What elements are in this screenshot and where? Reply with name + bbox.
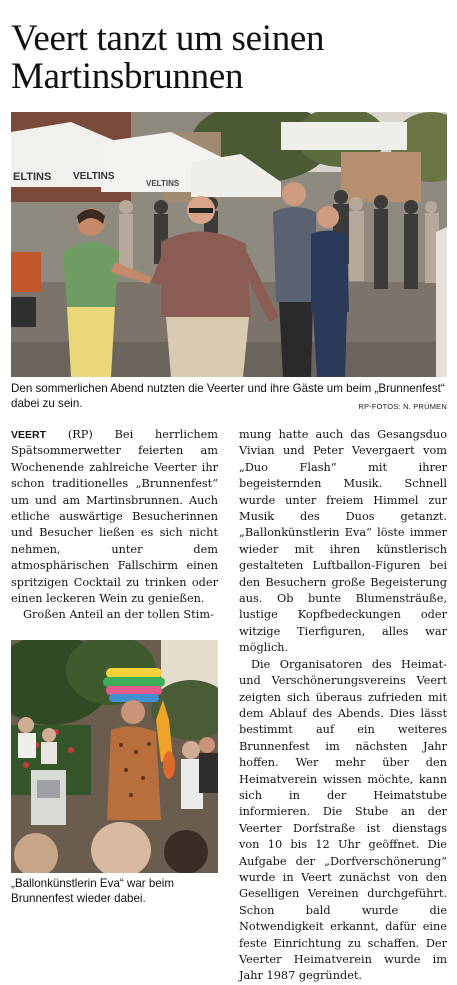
paragraph-text: Bei herrlichem Spätsommerwetter feierten am Wochenende zahlreiche Veerter ihr schon traditionelles „Brunnenfest“ um und am Martinsbrunnen. Auch etliche auswärtige Besucherinnen und Besucher ließen es sich nicht nehmen, unter dem atmosphärischen Fallschirm einen spritzigen Cocktail zu trinken oder einen leckeren Wein zu genießen. (11, 428, 218, 606)
article-paragraph: Die Organisatoren des Heimat- und Verschönerungsvereins Veert zeigten sich überaus zufrieden mit dem Ablauf des Abends. Dies lässt bestimmt auf ein weiteres Brunnenfest im nächsten Jahr hoffen. Wer mehr über den Heimatverein wissen möchte, kann sich in der Heimatstube informieren. Die Stube an der Veerter Dorfstraße ist dienstags von 10 bis 12 Uhr geöffnet. Die Aufgabe der „Dorfverschönerung“ wurde in Veert zunächst von den Geselligen Vereinen durchgeführt. Schon bald wurde die Notwendigkeit erkannt, dafür eine feste Einrichtung zu schaffen. Der Veerter Heimatverein wurde im Jahr 1987 gegründet. (239, 657, 447, 983)
umbrella-brand-text: VELTINS (146, 179, 180, 188)
headline: Veert tanzt um seinen Martinsbrunnen (11, 18, 325, 97)
article-paragraph: mung hatte auch das Gesangsduo Vivian und Peter Vevergaert vom „Duo Flash“ mit ihrer begeisternden Musik. Schnell wurde unter freiem Himmel zur Musik des Duos getanzt. „Ballonkünstlerin Eva“ löste immer wieder mit ihren künstlerisch gestalteten Luftballon-Figuren bei den Besuchern große Begeisterung aus. Ob bunte Blumensträuße, lustige Kopfbedeckungen oder witzige Tierfiguren, alles war möglich. (239, 428, 447, 655)
main-photo-caption: Den sommerlichen Abend nutzten die Veerter und ihre Gäste um beim „Brunnenfest“ dabei zu sein. (11, 382, 445, 410)
article-column-left (11, 427, 218, 624)
balloon-artist-photo (11, 640, 218, 873)
article-column-right (239, 427, 447, 985)
umbrella-brand-text: ELTINS (13, 171, 52, 183)
balloon-artist-caption: „Ballonkünstlerin Eva“ war beim Brunnenfest wieder dabei. (11, 877, 175, 905)
article-paragraph (11, 427, 218, 607)
umbrella-brand-text: VELTINS (73, 171, 115, 182)
agency-tag: (RP) (46, 428, 115, 441)
article-paragraph: Großen Anteil an der tollen Stim- (23, 608, 214, 622)
dateline: VEERT (11, 429, 47, 441)
photo-credit: RP-FOTOS: N. PRÜMEN (358, 402, 447, 411)
main-photo (11, 112, 447, 377)
